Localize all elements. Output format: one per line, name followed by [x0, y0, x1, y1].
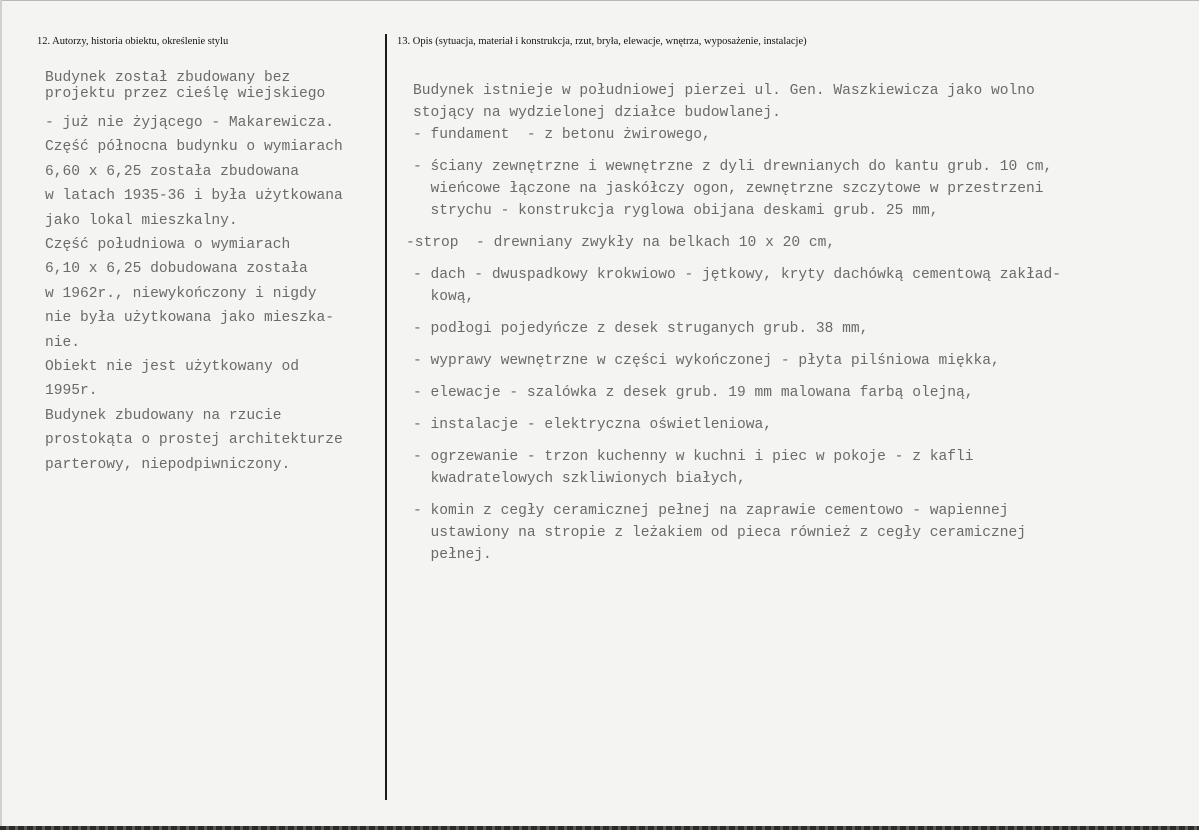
section-12-line: 6,10 x 6,25 dobudowana została [45, 261, 308, 278]
section-12-line: Obiekt nie jest użytkowany od [45, 359, 299, 376]
section-13-line: kową, [413, 289, 475, 305]
section-12-header: 12. Autorzy, historia obiektu, określenie stylu [37, 36, 229, 47]
section-13-line: strychu - konstrukcja ryglowa obijana deskami grub. 25 mm, [413, 203, 939, 219]
page-bottom-edge [0, 826, 1199, 830]
section-13-line: kwadratelowych szkliwionych białych, [413, 471, 746, 487]
section-13-line: - fundament - z betonu żwirowego, [413, 127, 711, 143]
section-13-line: Budynek istnieje w południowej pierzei ul. Gen. Waszkiewicza jako wolno [413, 83, 1035, 99]
section-12-line: Budynek został zbudowany bez [45, 70, 291, 86]
section-12-body [45, 70, 343, 477]
section-12-line: nie. [45, 334, 81, 351]
section-13-line: - ściany zewnętrzne i wewnętrzne z dyli drewnianych do kantu grub. 10 cm, [413, 159, 1053, 175]
section-12-line: w latach 1935-36 i była użytkowana [45, 188, 343, 205]
page-top-edge [0, 0, 1199, 1]
section-13-line: pełnej. [413, 547, 492, 563]
section-13-line: - dach - dwuspadkowy krokwiowo - jętkowy, kryty dachówką cementową zakład- [413, 267, 1062, 283]
section-12-line: 6,60 x 6,25 została zbudowana [45, 163, 299, 180]
section-13-line: ustawiony na stropie z leżakiem od pieca również z cegły ceramicznej [413, 525, 1027, 541]
section-12-line: jako lokal mieszkalny. [45, 212, 238, 229]
section-13-header: 13. Opis (sytuacja, materiał i konstrukcja, rzut, bryła, elewacje, wnętrza, wyposażenie, instalacje) [397, 36, 807, 47]
section-12-line: nie była użytkowana jako mieszka- [45, 310, 335, 327]
section-12-line: w 1962r., niewykończony i nigdy [45, 285, 317, 302]
section-13-body [406, 80, 1062, 566]
section-12-line: projektu przez cieślę wiejskiego [45, 86, 326, 102]
section-13-line: - wyprawy wewnętrzne w części wykończonej - płyta pilśniowa miękka, [413, 353, 1000, 369]
section-13-line: wieńcowe łączone na jaskółczy ogon, zewnętrzne szczytowe w przestrzeni [413, 181, 1044, 197]
section-13-line: - ogrzewanie - trzon kuchenny w kuchni i piec w pokoje - z kafli [413, 449, 974, 465]
column-divider [385, 34, 387, 800]
section-13-line: -strop - drewniany zwykły na belkach 10 x 20 cm, [406, 235, 836, 251]
section-13-line: stojący na wydzielonej działce budowlanej. [413, 105, 781, 121]
section-12-line: Budynek zbudowany na rzucie [45, 407, 282, 424]
section-12-line: Część południowa o wymiarach [45, 237, 291, 254]
section-12-line: parterowy, niepodpiwniczony. [45, 456, 291, 473]
section-13-line: - podłogi pojedyńcze z desek struganych grub. 38 mm, [413, 321, 869, 337]
section-12-line: 1995r. [45, 383, 98, 400]
section-12-line: - już nie żyjącego - Makarewicza. [45, 115, 335, 131]
section-12-line: Część północna budynku o wymiarach [45, 139, 343, 156]
section-12-line: prostokąta o prostej architekturze [45, 432, 343, 449]
section-13-line: - elewacje - szalówka z desek grub. 19 mm malowana farbą olejną, [413, 385, 974, 401]
page-left-edge [0, 0, 2, 830]
section-13-line: - instalacje - elektryczna oświetleniowa, [413, 417, 773, 433]
section-13-line: - komin z cegły ceramicznej pełnej na zaprawie cementowo - wapiennej [413, 503, 1009, 519]
